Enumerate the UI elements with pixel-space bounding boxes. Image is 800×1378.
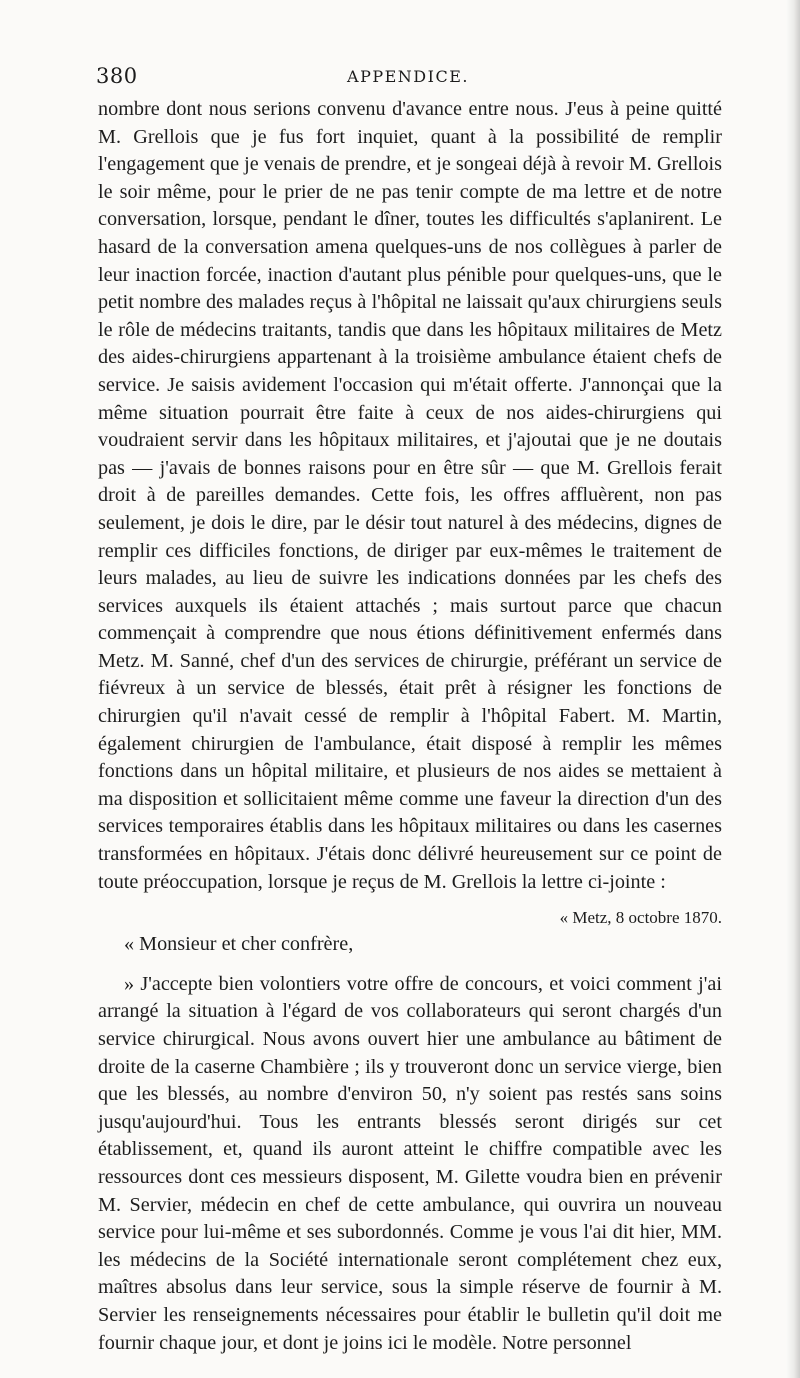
letter-dateline: « Metz, 8 octobre 1870. — [559, 908, 722, 928]
paragraph-1: nombre dont nous serions convenu d'avance entre nous. J'eus à peine quitté M. Grellois que je fus fort inquiet, quant à la possibilité de remplir l'engagement que je venais de prendre, et je songeai déjà à revoir M. Grellois le soir même, pour le prier de ne pas tenir compte de ma lettre et de notre conversation, lorsque, pendant le dîner, toutes les difficultés s'aplanirent. Le hasard de la conversation amena quelques-uns de nos collègues à parler de leur inaction forcée, inaction d'autant plus pénible pour quelques-uns, que le petit nombre des malades reçus à l'hôpital ne laissait qu'aux chirurgiens seuls le rôle de médecins traitants, tandis que dans les hôpitaux militaires de Metz des aides-chirurgiens appartenant à la troisième ambulance étaient chefs de service. Je saisis avidement l'occasion qui m'était offerte. J'annonçai que la même situation pourrait être faite à ceux de nos aides-chirurgiens qui voudraient servir dans les hôpitaux militaires, et j'ajoutai que je ne doutais pas — j'avais de bonnes raisons pour en être sûr — que M. Grellois ferait droit à de pareilles demandes. Cette fois, les offres affluèrent, non pas seulement, je dois le dire, par le désir tout naturel à des médecins, dignes de remplir ces difficiles fonctions, de diriger par eux-mêmes le traitement de leurs malades, au lieu de suivre les indications données par les chefs des services auxquels ils étaient attachés ; mais surtout parce que chacun commençait à comprendre que nous étions définitivement enfermés dans Metz. M. Sanné, chef d'un des services de chirurgie, préférant un service de fiévreux à un service de blessés, était prêt à résigner les fonctions de chirurgien qu'il n'avait cessé de remplir à l'hôpital Fabert. M. Martin, également chirurgien de l'ambulance, était disposé à remplir les mêmes fonctions dans un hôpital militaire, et plusieurs de nos aides se mettaient à ma disposition et sollicitaient même comme une faveur la direction d'un des services temporaires établis dans les hôpitaux militaires ou dans les casernes transformées en hôpitaux. J'étais donc délivré heureusement sur ce point de toute préoccupation, lorsque je reçus de M. Grellois la lettre ci-jointe : — [98, 98, 722, 893]
page-edge-shadow — [786, 0, 800, 1378]
page-header — [96, 62, 720, 90]
letter-salutation: « Monsieur et cher confrère, — [124, 933, 354, 956]
page-number: 380 — [96, 64, 138, 88]
running-title: APPENDICE. — [347, 67, 469, 86]
letter-paragraph: » J'accepte bien volontiers votre offre de concours, et voici comment j'ai arrangé la situation à l'égard de vos collaborateurs qui seront chargés d'un service chirurgical. Nous avons ouvert hier une ambulance au bâtiment de droite de la caserne Chambière ; ils y trouveront donc un service vierge, bien que les blessés, au nombre d'environ 50, n'y soient pas restés sans soins jusqu'aujourd'hui. Tous les entrants blessés seront dirigés sur cet établissement, et, quand ils auront atteint le chiffre compatible avec les ressources dont ces messieurs disposent, M. Gilette voudra bien en prévenir M. Servier, médecin en chef de cette ambulance, qui ouvrira un nouveau service pour lui-même et ses subordonnés. Comme je vous l'ai dit hier, MM. les médecins de la Société internationale seront complétement chez eux, maîtres absolus dans leur service, sous la simple réserve de fournir à M. Servier les renseignements nécessaires pour établir le bulletin qu'il doit me fournir chaque jour, et dont je joins ici le modèle. Notre personnel — [98, 972, 722, 1354]
body-text — [98, 96, 722, 1357]
